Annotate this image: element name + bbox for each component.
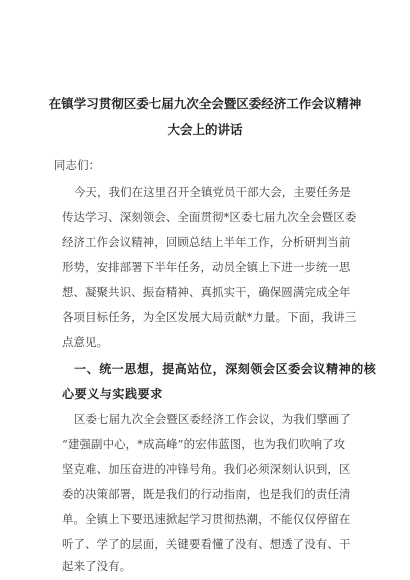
para1-line: 形势，安排部署下半年任务，动员全镇上下进一步统一思 bbox=[62, 260, 351, 274]
para1-line: 点意见。 bbox=[62, 335, 109, 349]
para2-line: 起来了没有。 bbox=[62, 559, 132, 573]
para2-line: 委的决策部署，既是我们的行动指南，也是我们的责任清 bbox=[62, 487, 351, 501]
para1-line: 想、凝聚共识、振奋精神、真抓实干，确保圆满完成全年 bbox=[62, 285, 351, 299]
para2-line: 单。全镇上下要迅速掀起学习贯彻热潮，不能仅仅停留在 bbox=[62, 512, 351, 526]
section1-heading-line-1: 一、统一思想，提高站位，深刻领会区委会议精神的核 bbox=[74, 362, 377, 376]
para2-line: 坚克难、加压奋进的冲锋号角。我们必须深刻认识到，区 bbox=[62, 462, 351, 476]
salutation: 同志们： bbox=[54, 158, 101, 172]
para1-line: 经济工作会议精神，回顾总结上半年工作，分析研判当前 bbox=[62, 235, 351, 249]
para2-line: “建强副中心，*成高峰”的宏伟蓝图，也为我们吹响了攻 bbox=[62, 437, 346, 451]
para2-line: 区委七届九次全会暨区委经济工作会议，为我们擘画了 bbox=[74, 412, 351, 426]
para1-line: 传达学习、深刻领会、全面贯彻*区委七届九次全会暨区委 bbox=[62, 210, 357, 224]
section1-heading-line-2: 心要义与实践要求 bbox=[62, 387, 163, 401]
para1-line: 各项目标任务，为全区发展大局贡献*力量。下面，我讲三 bbox=[62, 310, 357, 324]
para1-line: 今天，我们在这里召开全镇党员干部大会，主要任务是 bbox=[74, 185, 351, 199]
document-title-line-1: 在镇学习贯彻区委七届九次全会暨区委经济工作会议精神 bbox=[48, 96, 362, 111]
document-title-line-2: 大会上的讲话 bbox=[167, 122, 243, 137]
para2-line: 听了、学了的层面，关键要看懂了没有、想透了没有、干 bbox=[62, 537, 351, 551]
